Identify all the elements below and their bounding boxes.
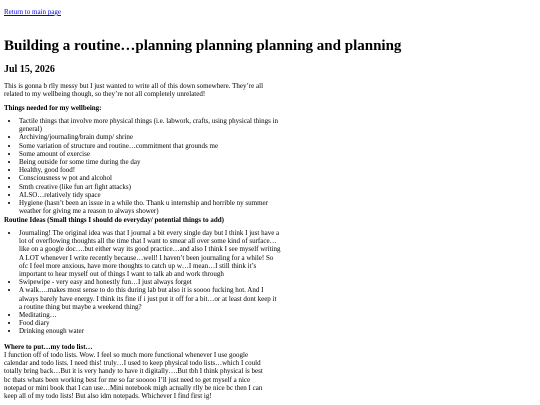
list-item: • Smth creative (like fun art fight attacks): [19, 183, 281, 191]
list-item: • Swipewipe - very easy and honestly fun…I just always forget: [19, 278, 281, 286]
list-item: • Some amount of exercise: [19, 150, 281, 158]
list-item: • Tactile things that involve more physical things (i.e. labwork, crafts, using physical things in general): [19, 117, 281, 133]
todo-paragraph: I function off of todo lists. Wow. I feel so much more functional whenever I use google calendar and todo lists. I need this! truly…I used to keep physical todo lists…which I could totally bring back…But it is very handy to have it digitally….But tbh I think physical is best bc thats whats been working best for me so far sooooo I’ll just need to get myself a nice notepad or mini book that I can use…Mini notebook migh actually rlly be nice bc then I can keep all of my todo lists! But also idm notepads. Whichever I find first ig!: [4, 351, 263, 401]
needed-heading: Things needed for my wellbeing:: [4, 104, 102, 112]
ideas-heading: Routine Ideas (Small things I should do everyday/ potential things to add): [4, 216, 224, 224]
list-item: • Healthy, good food!: [19, 166, 281, 174]
list-item: • A walk….makes most sense to do this during lab but also it is soooo fucking hot. And I always barely have energy. I think its fine if i just put it off for a bit…or at least dont keep it a routine thing but maybe a weekend thing?: [19, 286, 281, 311]
list-item: • Meditating…: [19, 311, 281, 319]
return-to-main-link[interactable]: Return to main page: [4, 8, 61, 16]
list-item: • Consciousness w pot and alcohol: [19, 174, 281, 182]
list-item: • Archiving/journaling/brain dump/ shrine: [19, 133, 281, 141]
intro-paragraph: This is gonna b rlly messy but I just wanted to write all of this down somewhere. They’re all related to my wellbeing though, so they’re not all completely unrelated!: [4, 82, 264, 99]
list-item: • Food diary: [19, 319, 281, 327]
list-item: • ALSO…relatively tidy space: [19, 191, 281, 199]
list-item: • Some variation of structure and routine…commitment that grounds me: [19, 142, 281, 150]
post-date: Jul 15, 2026: [4, 64, 55, 75]
list-item: • Drinking enough water: [19, 327, 281, 335]
page-title: Building a routine…planning planning planning and planning: [4, 38, 402, 54]
list-item: • Hygiene (hasn’t been an issue in a while tho. Thank u internship and horrible ny summer weather for giving me a reason to always shower): [19, 199, 281, 215]
todo-heading: Where to put…my todo list…: [4, 343, 93, 351]
list-item: • Being outside for some time during the day: [19, 158, 281, 166]
list-item: • Journaling! The original idea was that I journal a bit every single day but I think I just have a lot of overflowing thoughts all the time that I want to smear all over some kind of surface…like on a google doc….but either way its good practice…and also I think I see myself writing A LOT whenever I write recently because…well! I haven’t been journaling for a while! So ofc I feel more anxious, have more thoughts to catch up w…I mean…I still think it’s important to hear myself out of things I want to talk ab and work through: [19, 229, 281, 278]
ideas-list: [4, 229, 281, 336]
needed-list: [4, 117, 281, 215]
